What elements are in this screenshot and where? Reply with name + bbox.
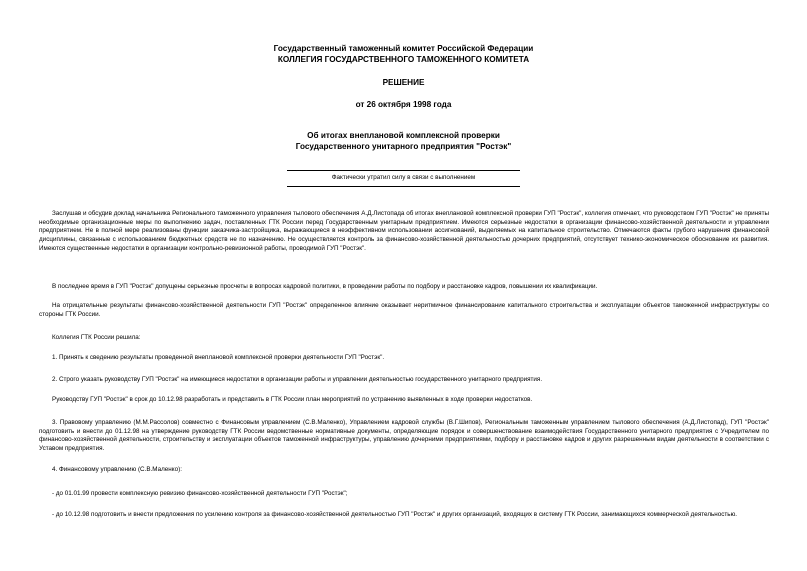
- document-date: от 26 октября 1998 года: [355, 100, 452, 109]
- agency-name: Государственный таможенный комитет Российской Федерации: [273, 44, 534, 53]
- paragraph-item-4-control: - до 10.12.98 подготовить и внести предложения по усилению контроля за финансово-хозяйственной деятельностью ГУП "Ростэк" и других организаций, входящих в систему ГТК России, занимающихся коммерческой деятельностью.: [52, 511, 738, 518]
- document-title-line-1: Об итогах внеплановой комплексной проверки: [307, 131, 500, 140]
- document-title-line-2: Государственного унитарного предприятия "Ростэк": [295, 142, 512, 151]
- paragraph-findings: Заслушав и обсудив доклад начальника Регионального таможенного управления тылового обеспечения А.Д.Листопада об итогах внеплановой комплексной проверки ГУП "Ростэк", коллегия отмечает, что руководством ГУП "Ростэк" не приняты необходимые организационные меры по выполнению задач, поставленных ГТК России перед Государственным унитарным предприятием. Имеются серьезные недостатки в организации финансово-хозяйственной деятельности и управлении предприятием. Не в полной мере реализованы функции заказчика-застройщика, выражающиеся в неэффективном использовании ассигнований, выделяемых на капитальное строительство. Отмечаются факты грубого нарушения финансовой дисциплины, связанные с использованием бюджетных средств не по назначению. Не осуществляется контроль за финансово-хозяйственной деятельностью дочерних предприятий, отсутствует технико-экономическое обоснование их развития. Имеются существенные недостатки в организации контрольно-ревизионной работы, проводимой ГУП "Ростэк".: [39, 210, 769, 252]
- status-note: Фактически утратил силу в связи с выполнением: [331, 174, 476, 181]
- paragraph-item-2-plan: Руководству ГУП "Ростэк" в срок до 10.12.98 разработать и представить в ГТК России план мероприятий по устранению выявленных в ходе проверки недостатков.: [52, 396, 533, 403]
- paragraph-item-2: 2. Строго указать руководству ГУП "Ростэк" на имеющиеся недостатки в организации работы и управлении деятельностью государственного унитарного предприятия.: [52, 376, 543, 383]
- paragraph-financing: На отрицательные результаты финансово-хозяйственной деятельности ГУП "Ростэк" определенное влияние оказывает неритмичное финансирование капитального строительства и эксплуатации объектов таможенной инфраструктуры со стороны ГТК России.: [39, 302, 769, 318]
- board-name: КОЛЛЕГИЯ ГОСУДАРСТВЕННОГО ТАМОЖЕННОГО КОМИТЕТА: [277, 55, 530, 64]
- paragraph-item-3: 3. Правовому управлению (М.М.Рассолов) совместно с Финансовым управлением (С.В.Маленко), Управлением кадровой службы (В.Г.Шипов), Региональным таможенным управлением тылового обеспечения (А.Д.Листопад), ГУП "Ростэк" подготовить и внести до 01.12.98 на утверждение руководству ГТК России ведомственные нормативные документы, определяющие порядок и совершенствование взаимодействия Государственного унитарного предприятия с Учредителем по финансово-хозяйственной деятельности, строительству и эксплуатации объектов таможенной инфраструктуры, управлению дочерними предприятиями, подбору и расстановке кадров и других разрешенным видам деятельности в соответствии с Уставом предприятия.: [39, 419, 769, 453]
- paragraph-personnel: В последнее время в ГУП "Ростэк" допущены серьезные просчеты в вопросах кадровой политики, в проведении работы по подбору и расстановке кадров, повышении их квалификации.: [52, 283, 598, 290]
- paragraph-resolved: Коллегия ГТК России решила:: [52, 334, 141, 341]
- paragraph-item-4-audit: - до 01.01.99 провести комплексную ревизию финансово-хозяйственной деятельности ГУП "Ростэк";: [52, 490, 348, 497]
- paragraph-item-4: 4. Финансовому управлению (С.В.Маленко):: [52, 466, 182, 473]
- status-rule-bottom: [287, 186, 520, 187]
- paragraph-item-1: 1. Принять к сведению результаты проведенной внеплановой комплексной проверки деятельности ГУП "Ростэк".: [52, 354, 385, 361]
- document-type: РЕШЕНИЕ: [382, 78, 425, 87]
- status-rule-top: [287, 170, 520, 171]
